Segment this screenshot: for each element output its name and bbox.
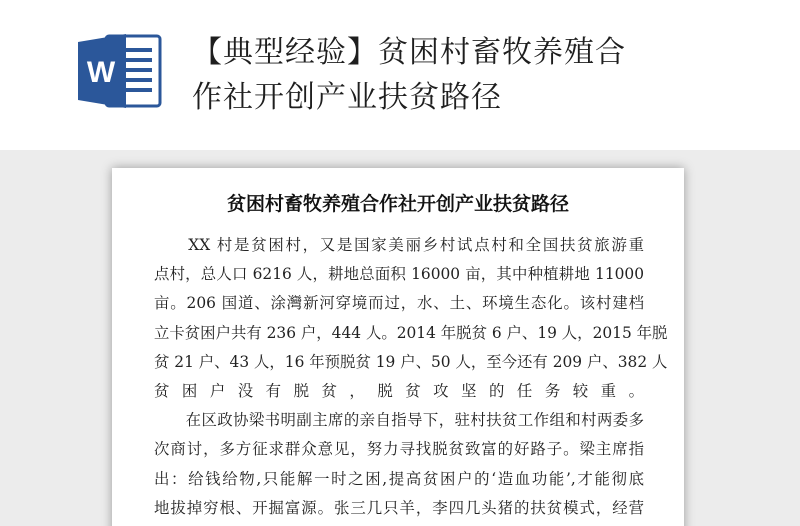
body-line: 地拔掉穷根、开掘富源。张三几只羊，李四几头猪的扶贫模式，经营 — [154, 498, 644, 517]
body-line: 贫 21 户、43 人，16 年预脱贫 19 户、50 人，至今还有 209 户、382 人 — [154, 352, 668, 371]
body-line: XX 村是贫困村，又是国家美丽乡村试点村和全国扶贫旅游重 — [154, 236, 644, 254]
document-page — [112, 168, 684, 526]
word-icon-letter: W — [86, 56, 116, 89]
body-line: 贫困户没有脱贫，脱贫攻坚的任务较重。 — [154, 382, 644, 401]
word-icon — [76, 32, 164, 110]
body-line: 亩。206 国道、涂灣新河穿境而过，水、土、环境生态化。该村建档 — [154, 294, 644, 313]
body-line: 次商讨，多方征求群众意见，努力寻找脱贫致富的好路子。梁主席指 — [154, 440, 644, 459]
body-line: 立卡贫困户共有 236 户，444 人。2014 年脱贫 6 户、19 人，2015 年脱 — [154, 323, 668, 342]
document-title: 贫困村畜牧养殖合作社开创产业扶贫路径 — [226, 193, 569, 215]
body-line: 点村，总人口 6216 人，耕地总面积 16000 亩，其中种植耕地 11000 — [154, 265, 644, 284]
body-line: 出：给钱给物,只能解一时之困,提高贫困户的‘造血功能’,才能彻底 — [154, 469, 644, 488]
body-line: 在区政协梁书明副主席的亲自指导下，驻村扶贫工作组和村两委多 — [154, 411, 644, 430]
page-headline — [192, 30, 792, 120]
headline-line-1: 【典型经验】贫困村畜牧养殖合 — [192, 35, 626, 70]
document-body — [154, 231, 668, 523]
headline-line-2: 作社开创产业扶贫路径 — [192, 80, 502, 115]
